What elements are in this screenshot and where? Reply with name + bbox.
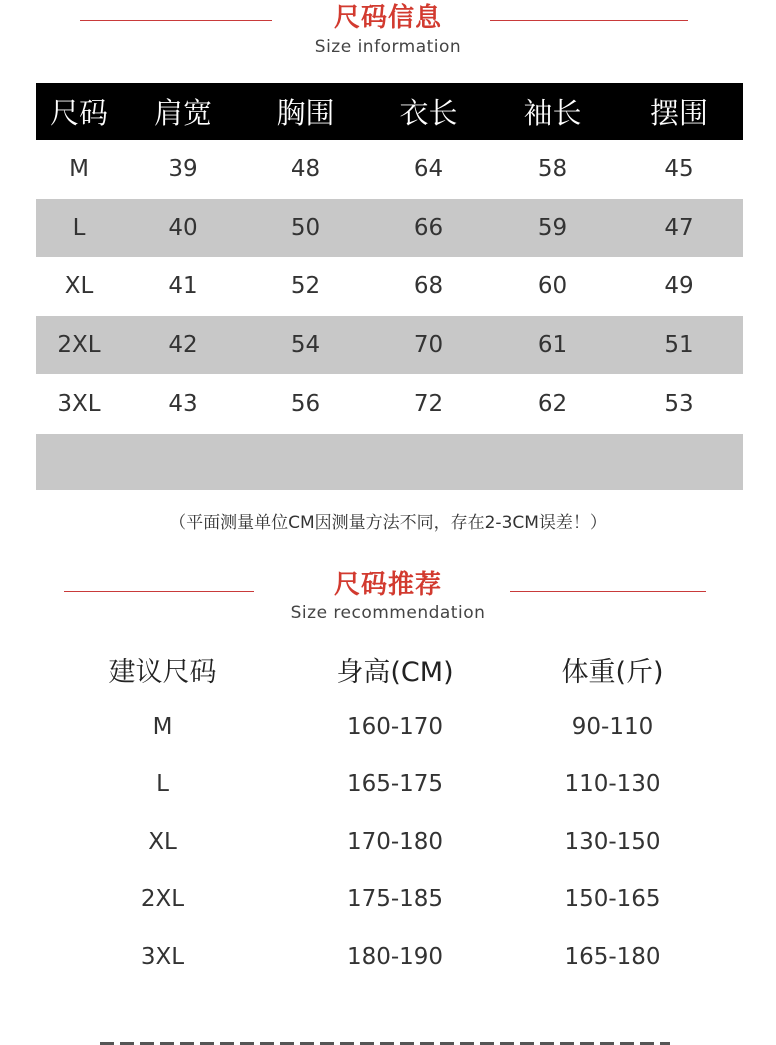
table-cell: XL [148,828,177,855]
table-blank-row [36,434,743,490]
header-cell: 建议尺码 [108,656,217,688]
size-info-title: 尺码信息 [333,3,442,33]
size-rec-title: 尺码推荐 [333,570,442,600]
table-cell: 61 [537,332,568,359]
table-cell: 2XL [140,886,185,913]
divider-right [510,591,706,592]
size-info-header [0,0,776,58]
table-cell: 72 [413,390,444,417]
divider-right [490,20,688,21]
size-table-header [36,83,743,140]
table-cell: 59 [537,214,568,241]
table-cell: 48 [290,156,321,183]
table-cell: 51 [664,332,694,359]
table-cell: 53 [664,390,694,417]
table-cell: 180-190 [346,943,444,970]
table-cell: 49 [664,273,694,300]
table-cell: XL [64,273,94,300]
header-cell: 摆围 [649,96,708,130]
header-cell: 胸围 [276,96,335,130]
table-cell: M [152,713,173,740]
table-cell: 2XL [57,332,101,359]
measurement-note: （平面测量单位CM因测量方法不同，存在2-3CM误差！） [169,513,607,533]
table-cell: 160-170 [346,713,444,740]
table-cell: 42 [168,332,198,359]
table-cell: 70 [413,332,444,359]
table-row [36,257,743,316]
table-cell: 60 [537,273,568,300]
table-row [36,140,743,199]
recommendation-table [60,640,720,986]
table-cell: 45 [664,156,694,183]
table-cell: 130-150 [564,828,661,855]
table-row [36,199,743,258]
table-row [60,928,720,986]
table-cell: 175-185 [346,886,444,913]
table-cell: M [69,156,89,183]
header-cell: 袖长 [523,96,582,130]
header-cell: 尺码 [49,96,108,130]
divider-left [64,591,254,592]
table-cell: 110-130 [564,771,661,798]
table-cell: 56 [290,390,321,417]
table-row [36,316,743,375]
table-cell: 54 [290,332,321,359]
table-cell: 47 [664,214,694,241]
size-info-subtitle: Size information [314,37,462,57]
divider-left [80,20,272,21]
table-cell: 66 [413,214,444,241]
recommendation-header [60,640,720,698]
table-row [60,698,720,756]
table-cell: 150-165 [564,886,661,913]
table-cell: 41 [168,273,198,300]
size-rec-header [0,568,776,624]
header-cell: 肩宽 [153,96,212,130]
table-cell: L [156,771,169,798]
table-cell: 165-175 [346,771,444,798]
header-cell: 体重(斤) [561,656,664,688]
cropped-text-edge [0,1036,776,1045]
table-cell: 170-180 [346,828,444,855]
table-cell: 90-110 [571,713,654,740]
table-cell: 64 [413,156,444,183]
table-cell: 68 [413,273,444,300]
table-cell: 50 [290,214,321,241]
table-cell: 3XL [57,390,101,417]
table-cell: 52 [290,273,321,300]
table-cell: 58 [537,156,568,183]
table-cell: 39 [168,156,198,183]
size-rec-subtitle: Size recommendation [290,603,486,623]
table-cell: 62 [537,390,568,417]
size-table [36,83,743,490]
header-cell: 身高(CM) [336,656,454,688]
table-cell: L [72,214,86,241]
header-cell: 衣长 [399,96,458,130]
table-cell: 43 [168,390,198,417]
table-cell: 40 [168,214,198,241]
table-cell: 165-180 [564,943,661,970]
table-row [60,813,720,871]
table-row [60,871,720,929]
table-row [60,756,720,814]
table-row [36,374,743,433]
table-cell: 3XL [140,943,185,970]
